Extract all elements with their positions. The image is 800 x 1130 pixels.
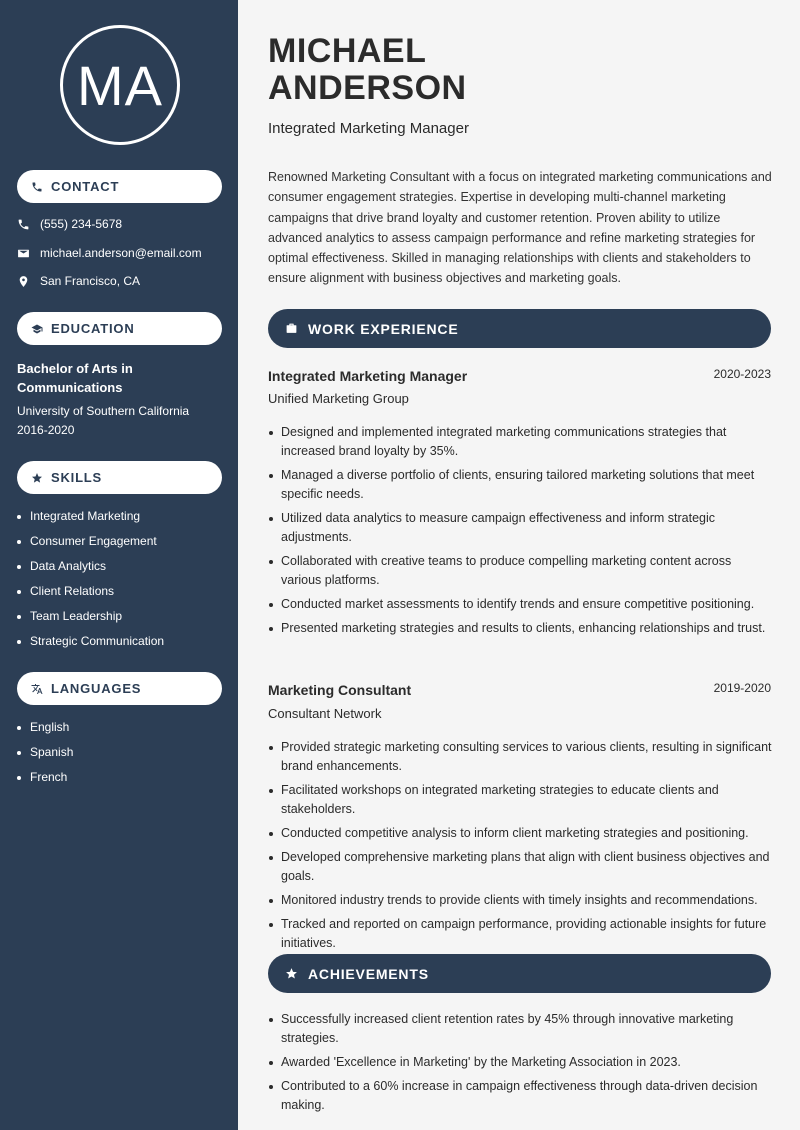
achievement-item: Contributed to a 60% increase in campaign effectiveness through data-driven decision making. [268, 1077, 773, 1115]
phone-icon [17, 218, 30, 231]
bullet-item: Conducted market assessments to identify trends and ensure competitive positioning. [268, 595, 773, 614]
languages-heading [17, 672, 222, 705]
graduation-cap-icon [31, 323, 43, 335]
translate-icon [31, 683, 43, 695]
contact-phone [17, 217, 122, 231]
name-last: ANDERSON [268, 69, 467, 107]
candidate-name [268, 33, 467, 107]
skill-item: Consumer Engagement [17, 529, 164, 554]
achievements-heading-label: ACHIEVEMENTS [308, 965, 429, 982]
languages-heading-label: LANGUAGES [51, 681, 142, 696]
name-first: MICHAEL [268, 32, 427, 70]
contact-email[interactable] [17, 246, 202, 260]
email-text[interactable]: michael.anderson@email.com [40, 246, 202, 260]
education-years: 2016-2020 [17, 423, 75, 437]
work-experience-heading-label: WORK EXPERIENCE [308, 320, 459, 337]
monogram-avatar: MA [60, 25, 180, 145]
skill-item: Strategic Communication [17, 629, 164, 654]
education-heading-label: EDUCATION [51, 321, 135, 336]
phone-text: (555) 234-5678 [40, 217, 123, 231]
bullet-item: Designed and implemented integrated marketing communications strategies that increased brand loyalty by 35%. [268, 423, 773, 461]
email-icon [17, 247, 30, 260]
education-heading [17, 312, 222, 345]
sidebar [0, 0, 238, 1130]
achievement-item: Successfully increased client retention rates by 45% through innovative marketing strategies. [268, 1010, 773, 1048]
job-bullets [268, 423, 773, 643]
bullet-item: Facilitated workshops on integrated marketing strategies to educate clients and stakeholders. [268, 781, 773, 819]
education-school: University of Southern California [17, 404, 190, 418]
job-dates: 2019-2020 [713, 681, 771, 695]
main-content [238, 0, 800, 1130]
job-role: Integrated Marketing Manager [268, 368, 468, 384]
languages-list [17, 715, 73, 790]
achievements-heading [268, 954, 771, 993]
profile-summary: Renowned Marketing Consultant with a focus on integrated marketing communications and consumer engagement strategies. Expertise in developing multi-channel marketing campaigns that drive brand loyalty and customer retention. Proven ability to utilize advanced analytics to assess campaign performance and refine marketing strategies for optimal effectiveness. Skilled in managing relationships with clients and stakeholders to ensure alignment with business objectives and marketing goals. [268, 170, 772, 286]
skills-list [17, 504, 164, 654]
skill-item: Client Relations [17, 579, 164, 604]
bullet-item: Tracked and reported on campaign performance, providing actionable insights for future initiatives. [268, 915, 773, 953]
phone-icon [31, 181, 43, 193]
skills-heading-label: SKILLS [51, 470, 103, 485]
skills-heading [17, 461, 222, 494]
job-company: Consultant Network [268, 706, 382, 721]
work-experience-heading [268, 309, 771, 348]
location-pin-icon [17, 275, 30, 288]
bullet-item: Conducted competitive analysis to inform client marketing strategies and positioning. [268, 824, 773, 843]
briefcase-icon [285, 322, 298, 335]
job-company: Unified Marketing Group [268, 391, 409, 406]
job-role: Marketing Consultant [268, 682, 412, 698]
bullet-item: Provided strategic marketing consulting services to various clients, resulting in significant brand enhancements. [268, 738, 773, 776]
language-item: English [17, 715, 73, 740]
bullet-item: Collaborated with creative teams to produce compelling marketing content across various platforms. [268, 552, 773, 590]
language-item: Spanish [17, 740, 73, 765]
job-bullets [268, 738, 773, 958]
star-icon [285, 967, 298, 980]
achievement-item: Awarded 'Excellence in Marketing' by the Marketing Association in 2023. [268, 1053, 773, 1072]
location-text: San Francisco, CA [40, 274, 141, 288]
skill-item: Integrated Marketing [17, 504, 164, 529]
bullet-item: Monitored industry trends to provide clients with timely insights and recommendations. [268, 891, 773, 910]
skill-item: Data Analytics [17, 554, 164, 579]
contact-location [17, 274, 140, 288]
bullet-item: Presented marketing strategies and results to clients, enhancing relationships and trust. [268, 619, 773, 638]
achievements-list [268, 1010, 773, 1120]
education-degree: Bachelor of Arts in Communications [17, 361, 133, 395]
job-dates: 2020-2023 [713, 367, 771, 381]
bullet-item: Managed a diverse portfolio of clients, ensuring tailored marketing solutions that meet specific needs. [268, 466, 773, 504]
skill-item: Team Leadership [17, 604, 164, 629]
language-item: French [17, 765, 73, 790]
contact-heading [17, 170, 222, 203]
bullet-item: Developed comprehensive marketing plans that align with client business objectives and goals. [268, 848, 773, 886]
star-icon [31, 472, 43, 484]
contact-heading-label: CONTACT [51, 179, 120, 194]
bullet-item: Utilized data analytics to measure campaign effectiveness and inform strategic adjustments. [268, 509, 773, 547]
candidate-title: Integrated Marketing Manager [268, 120, 469, 137]
